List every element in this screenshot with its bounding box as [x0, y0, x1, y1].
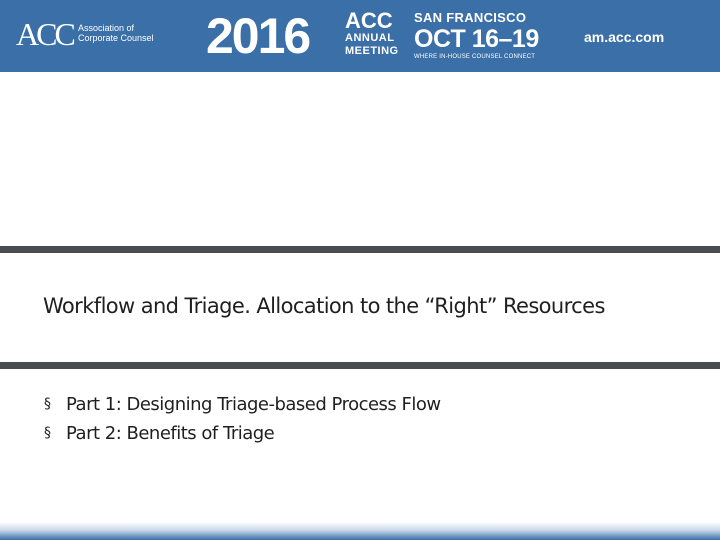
acc-logo-text [78, 23, 154, 43]
footer-gradient-bar [0, 522, 720, 540]
bullet-item [44, 419, 441, 448]
header-banner [0, 0, 720, 72]
middle-divider [0, 362, 720, 369]
event-name [345, 10, 399, 58]
bullet-list [44, 390, 441, 448]
acc-logo [16, 14, 156, 58]
event-annual: ANNUAL [345, 32, 395, 44]
bullet-text: Part 2: Benefits of Triage [66, 423, 275, 444]
bullet-text: Part 1: Designing Triage-based Process Flow [66, 394, 441, 415]
event-tagline: WHERE IN-HOUSE COUNSEL CONNECT [414, 54, 536, 60]
bullet-marker: § [44, 425, 51, 441]
event-acc: ACC [345, 8, 393, 33]
event-location [414, 10, 539, 61]
event-dates: OCT 16–19 [414, 25, 539, 53]
logo-line-1: Association of [78, 23, 135, 33]
bullet-item [44, 390, 441, 419]
bullet-marker: § [44, 396, 51, 412]
top-divider [0, 246, 720, 253]
logo-line-2: Corporate Counsel [78, 33, 154, 43]
event-city: SAN FRANCISCO [414, 10, 527, 25]
event-meeting: MEETING [345, 45, 399, 57]
event-year: 2016 [206, 8, 310, 64]
slide-title: Workflow and Triage. Allocation to the “Right” Resources [43, 294, 605, 318]
acc-logo-mark: ACC [16, 16, 73, 52]
website-url: am.acc.com [584, 29, 665, 45]
